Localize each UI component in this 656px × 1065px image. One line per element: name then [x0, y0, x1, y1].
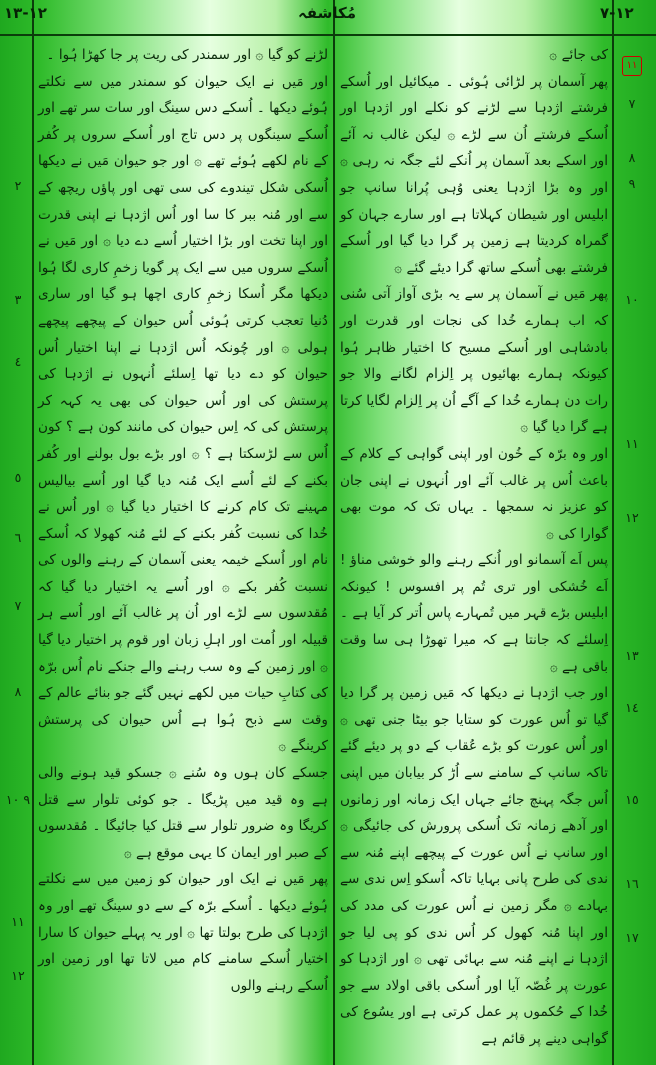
- verse-number: ٤: [14, 354, 22, 369]
- verse-number: ٥: [14, 470, 22, 485]
- paragraph: اور وہ برّہ کے خُون اور اپنی گواہی کے کلام کے باعث اُس پر غالب آئے اور اُنہوں نے اپنی جان کو عزیز نہ سمجھا ۔ یہاں تک کہ موت بھی گوارا کی ۞: [340, 445, 608, 542]
- verse-number: ٧: [628, 96, 636, 111]
- verse-number: ١٢: [11, 968, 25, 983]
- verse-number: ٨: [14, 684, 22, 699]
- paragraph: پھر مَیں نے آسمان پر سے یہ بڑی آواز آتی سُنی کہ اب ہمارے خُدا کی نجات اور قدرت اور بادشاہی اور اُسکے مسیح کا اختیار ظاہر ہُوا کیونکہ ہمارے بھائیوں پر اِلزام لگانے والا جو رات دن ہمارے خُدا کے آگے اُن پر اِلزام لگایا کرتا ہے گرا دیا گیا ۞: [340, 286, 608, 436]
- verse-number: ١١: [625, 436, 639, 451]
- paragraph: پھر مَیں نے ایک اور حیوان کو زمین میں سے نکلتے ہُوئے دیکھا ۔ اُسکے برّہ کے سے دو سینگ تھے اور وہ اژدہا کی طرح بولتا تھا ۞ اور یہ پہلے حیوان کا سارا اختیار اُسکے سامنے کام میں لاتا تھا اور زمین اور اُسکے رہنے والوں: [38, 871, 328, 994]
- paragraph: پھر آسمان پر لڑائی ہُوئی ۔ میکائیل اور اُسکے فرشتے اژدہا سے لڑنے کو نکلے اور اژدہا اور اُسکے فرشتے اُن سے لڑے ۞ لیکن غالب نہ آئے اور اسکے بعد آسمان پر اُنکے لئے جگہ نہ رہی ۞ اور وہ بڑا اژدہا یعنی وُہی پُرانا سانپ جو ابلیس اور شیطان کہلاتا ہے اور سارے جہان کو گمراہ کردیتا ہے زمین پر گرا دیا گیا اور اُسکے فرشتے بھی اُسکے ساتھ گرا دیئے گئے ۞: [340, 73, 608, 276]
- paragraph: جسکے کان ہوں وہ سُنے ۞ جسکو قید ہونے والی ہے وہ قید میں پڑیگا ۔ جو کوئی تلوار سے قتل کریگا وہ ضرور تلوار سے قتل کیا جائیگا ۔ مُقدسوں کے صبر اور ایمان کا یہی موقع ہے ۞: [38, 765, 328, 861]
- verse-number: ١٠: [625, 292, 639, 307]
- verse-number: ١٣: [625, 648, 639, 663]
- header-rule: [0, 34, 656, 36]
- paragraph: لڑنے کو گیا ۞ اور سمندر کی ریت پر جا کھڑا ہُوا ۔: [46, 47, 328, 63]
- chapter-range-right: ١٢-٧: [600, 4, 634, 22]
- verse-number: ٩ ١٠: [5, 792, 31, 807]
- paragraph: اور مَیں نے ایک حیوان کو سمندر میں سے نکلتے ہُوئے دیکھا ۔ اُسکے دس سینگ اور سات سر تھے اور اُسکے سینگوں پر دس تاج اور اُسکے سروں پر کُفر کے نام لکھے ہُوئے تھے ۞ اور جو حیوان مَیں نے دیکھا اُسکی شکل تیندوے کی سی تھی اور پاؤں ریچھ کے سے اور مُنہ ببر کا سا اور اُس اژدہا نے اپنی قدرت اور اپنا تخت اور بڑا اختیار اُسے دے دیا ۞ اور مَیں نے اُسکے سروں میں سے ایک پر گویا زخمِ کاری لگا ہُوا دیکھا مگر اُسکا زخمِ کاری اچھا ہو گیا اور ساری دُنیا تعجب کرتی ہُوئی اُس حیوان کے پیچھے پیچھے ہولی ۞ اور چُونکہ اُس اژدہا نے اپنا اختیار اُس حیوان کو دے دیا تھا اِسلئے اُنہوں نے اژدہا کی پرستش کی اور اُس حیوان کی بھی یہ کہہ کر پرستش کی کہ اِس حیوان کی مانند کون ہے ؟ کون اُس سے لڑسکتا ہے ؟ ۞ اور بڑے بول بولنے اور کُفر بکنے کے لئے اُسے ایک مُنہ دیا گیا اور اُسے بیالیس مہینے تک کام کرنے کا اختیار دیا گیا ۞ اور اُس نے خُدا کی نسبت کُفر بکنے کے لئے مُنہ کھولا کہ اُسکے نام اور اُسکے خیمہ یعنی آسمان کے رہنے والوں کی نسبت کُفر بکے ۞ اور اُسے یہ اختیار دیا گیا کہ مُقدسوں سے لڑے اور اُن پر غالب آئے اور اُسے ہر قبیلہ اور اُمت اور اہلِ زبان اور قوم پر اختیار دیا گیا ۞ اور زمین کے وہ سب رہنے والے جنکے نام اُس برّہ کی کتابِ حیات میں لکھے نہیں گئے جو بنائے عالم کے وقت سے ذبح ہُوا ہے اُس حیوان کی پرستش کرینگے ۞: [38, 73, 328, 755]
- verse-number: ٩: [628, 176, 636, 191]
- right-margin-rule: [612, 0, 614, 1065]
- right-text-column: [340, 42, 608, 1053]
- verse-number: ٣: [14, 292, 22, 307]
- verse-number: ١٢: [625, 510, 639, 525]
- verse-number: ١٤: [625, 700, 639, 715]
- left-margin-rule: [32, 0, 34, 1065]
- verse-number: ٢: [14, 178, 22, 193]
- paragraph: کی جائے ۞: [549, 47, 608, 63]
- verse-number: ٦: [14, 530, 22, 545]
- verse-number: ١١: [11, 914, 25, 929]
- paragraph: اور جب اژدہا نے دیکھا کہ مَیں زمین پر گرا دیا گیا تو اُس عورت کو ستایا جو بیٹا جنی تھی ۞ اور اُس عورت کو بڑے عُقاب کے دو پر دیئے گئے تاکہ سانپ کے سامنے سے اُڑ کر بیابان میں اپنی اُس جگہ پہنچ جائے جہاں ایک زمانہ اور زمانوں اور آدھے زمانہ تک اُسکی پرورش کی جائیگی ۞ اور سانپ نے اُس عورت کے پیچھے اپنے مُنہ سے ندی کی طرح پانی بہایا تاکہ اُسکو اِس ندی سے بہادے ۞ مگر زمین نے اُس عورت کی مدد کی اور اپنا مُنہ کھول کر اُس ندی کو پی لیا جو اژدہا نے اپنے مُنہ سے بہائی تھی ۞ اور اژدہا کو عورت پر غُصّہ آیا اور اُسکی باقی اولاد سے جو خُدا کے حُکموں پر عمل کرتی ہے اور یسُوع کی گواہی دینے پر قائم ہے: [340, 685, 608, 1047]
- margin-mark: ١١: [622, 56, 642, 76]
- verse-number: ١٥: [625, 792, 639, 807]
- chapter-range-left: ١٢-١٣: [4, 4, 47, 22]
- verse-number: ١٦: [625, 876, 639, 891]
- page-title: مُکاشفہ: [298, 4, 356, 22]
- verse-number: ٧: [14, 598, 22, 613]
- center-column-rule: [333, 0, 335, 1065]
- left-text-column: [38, 42, 328, 999]
- verse-number: ١٧: [625, 930, 639, 945]
- verse-number: ٨: [628, 150, 636, 165]
- paragraph: پس اَے آسمانو اور اُنکے رہنے والو خوشی مناؤ ! اَے خُشکی اور تری تُم پر افسوس ! کیونکہ ابلیس بڑے قہر میں تُمہارے پاس اُتر کر آیا ہے ۔ اِسلئے کہ جانتا ہے کہ میرا تھوڑا ہی سا وقت باقی ہے ۞: [340, 552, 608, 675]
